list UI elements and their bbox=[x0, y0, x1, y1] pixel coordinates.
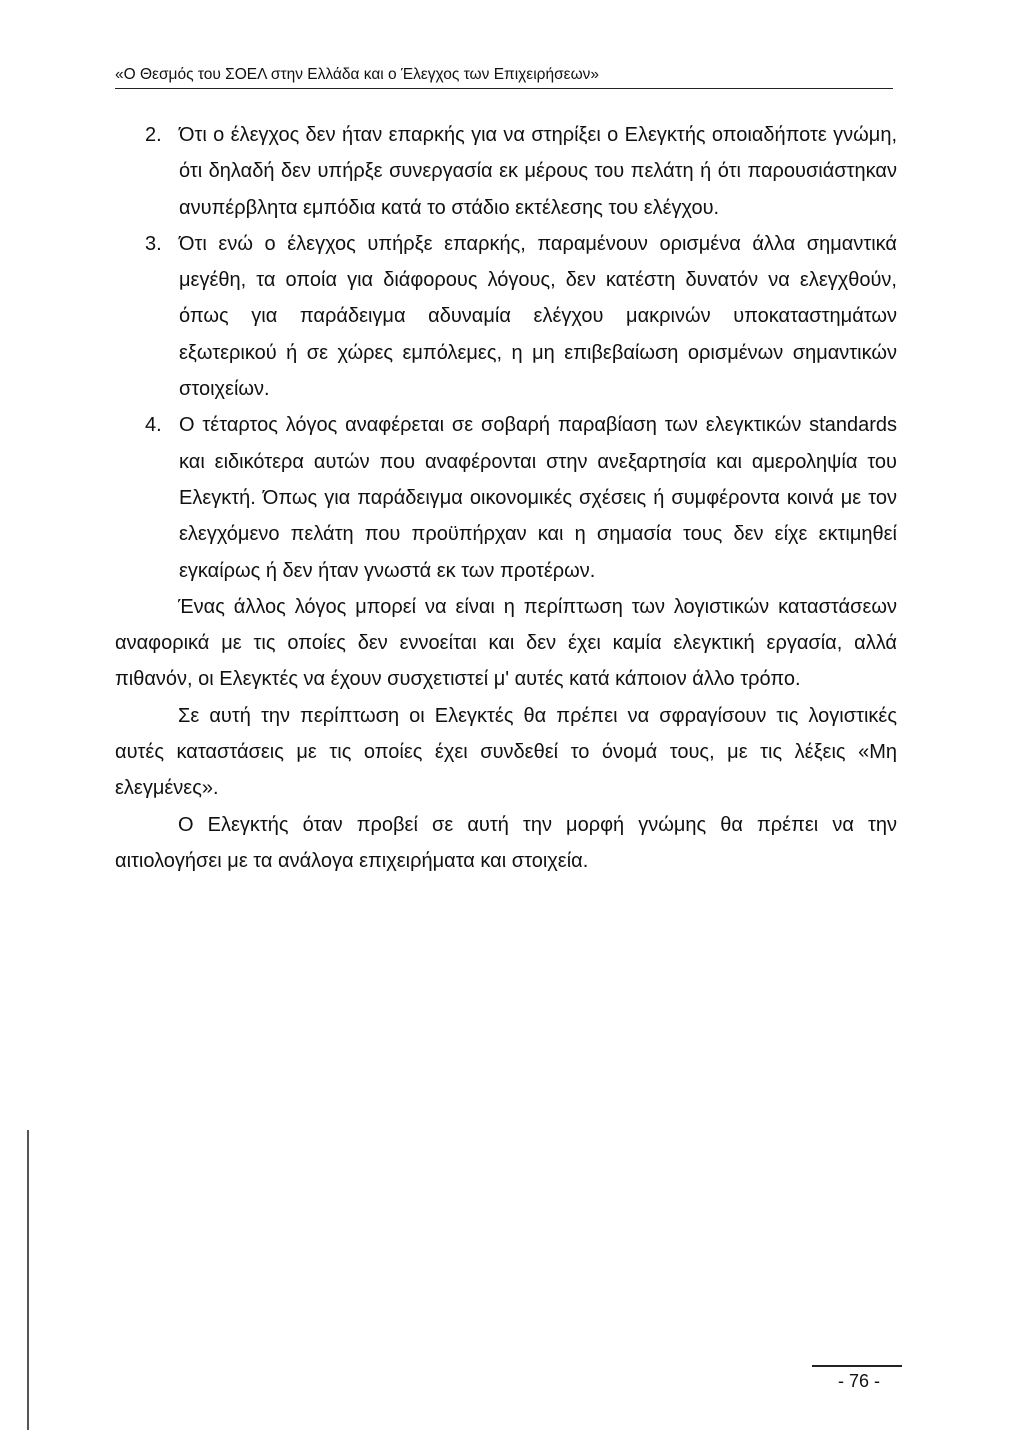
paragraph-unaudited-marking: Σε αυτή την περίπτωση οι Ελεγκτές θα πρέπει να σφραγίσουν τις λογιστικές αυτές καταστάσεις με τις οποίες έχει συνδεθεί το όνομά τους, με τις λέξεις «Μη ελεγμένες». bbox=[115, 704, 897, 800]
footer-rule bbox=[812, 1365, 902, 1367]
list-item-2 bbox=[115, 117, 897, 226]
page-number: - 76 - bbox=[838, 1371, 881, 1391]
list-item-number: 3. bbox=[145, 232, 162, 255]
paragraph-other-reason: Ένας άλλος λόγος μπορεί να είναι η περίπτωση των λογιστικών καταστάσεων αναφορικά με τις οποίες δεν εννοείται και δεν έχει καμία ελεγκτική εργασία, αλλά πιθανόν, οι Ελεγκτές να έχουν συσχετιστεί μ' αυτές κατά κάποιον άλλο τρόπο. bbox=[115, 595, 897, 691]
paragraph-justification: Ο Ελεγκτής όταν προβεί σε αυτή την μορφή γνώμης θα πρέπει να την αιτιολογήσει με τα ανάλογα επιχειρήματα και στοιχεία. bbox=[115, 813, 897, 872]
list-item-text: Ότι ενώ ο έλεγχος υπήρξε επαρκής, παραμένουν ορισμένα άλλα σημαντικά μεγέθη, τα οποία για διάφορους λόγους, δεν κατέστη δυνατόν να ελεγχθούν, όπως για παράδειγμα αδυναμία ελέγχου μακρινών υποκαταστημάτων εξωτερικού ή σε χώρες εμπόλεμες, η μη επιβεβαίωση ορισμένων σημαντικών στοιχείων. bbox=[179, 232, 897, 401]
scan-edge-line bbox=[27, 1130, 29, 1430]
list-item-number: 2. bbox=[145, 124, 162, 146]
document-body bbox=[115, 117, 897, 879]
list-item-number: 4. bbox=[145, 414, 162, 437]
running-header-title: «Ο Θεσμός του ΣΟΕΛ στην Ελλάδα και ο Έλεγχος των Επιχειρήσεων» bbox=[115, 66, 600, 83]
list-item-text: Ο τέταρτος λόγος αναφέρεται σε σοβαρή παραβίαση των ελεγκτικών standards και ειδικότερα αυτών που αναφέρονται στην ανεξαρτησία και αμεροληψία του Ελεγκτή. Όπως για παράδειγμα οικονομικές σχέσεις ή συμφέροντα κοινά με τον ελεγχόμενο πελάτη που προϋπήρχαν και η σημασία τους δεν είχε εκτιμηθεί εγκαίρως ή δεν ήταν γνωστά εκ των προτέρων. bbox=[179, 414, 897, 582]
list-item-3 bbox=[115, 226, 897, 407]
list-item-text: Ότι ο έλεγχος δεν ήταν επαρκής για να στηρίξει ο Ελεγκτής οποιαδήποτε γνώμη, ότι δηλαδή δεν υπήρξε συνεργασία εκ μέρους του πελάτη ή ότι παρουσιάστηκαν ανυπέρβλητα εμπόδια κατά το στάδιο εκτέλεσης του ελέγχου. bbox=[179, 124, 897, 219]
running-header bbox=[115, 64, 893, 89]
list-item-4 bbox=[115, 407, 897, 588]
